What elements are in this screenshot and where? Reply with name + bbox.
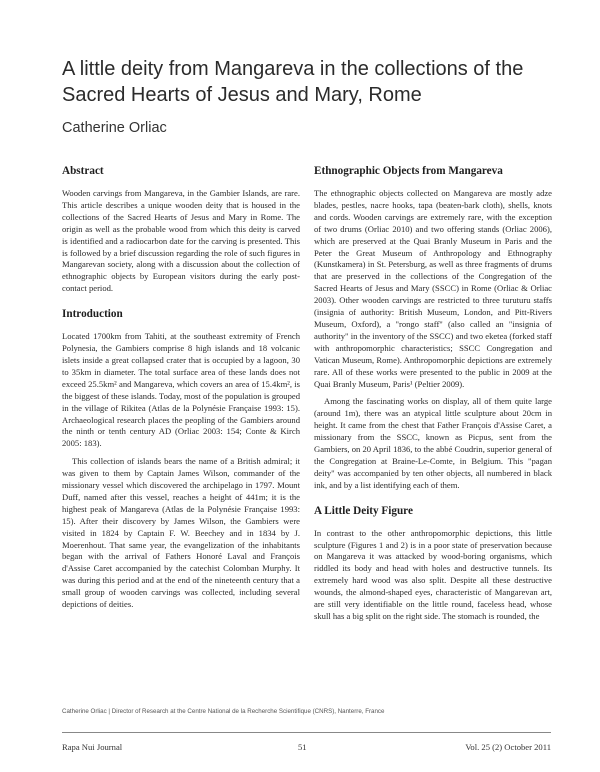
deity-paragraph-1: In contrast to the other anthropomorphic depictions, this little sculpture (Figures 1 and 2) is in a poor state of preservation because on Mangareva it was attacked by wood-boring organisms, which riddled its body and head with holes and destructive tunnels. Its extremely hard wood was also split. Despite all these destructive wounds, the almond-shaped eyes, characteristic of Mangarevan art, are still very identifiable on the little round, faceless head, whose skull has a big split on the right side. The stomach is rounded, the	[314, 527, 552, 621]
introduction-paragraph-1: Located 1700km from Tahiti, at the southeast extremity of French Polynesia, the Gambiers comprise 8 high islands and 18 volcanic islets inside a great collapsed crater that is occupied by a lagoon, 30 to 35km in diameter. The total surface area of these lands does not exceed 25.5km² and Mangareva, which covers an area of 15.4km², is the biggest of these islands. Today, most of the population is grouped in the village of Rikitea (Atlas de la Polynésie Française 1993: 15). Archaeological research places the peopling of the Gambiers around the ninth or tenth century AD (Orliac 2003: 154; Conte & Kirch 2005: 183).	[62, 331, 300, 449]
author-affiliation: Catherine Orliac | Director of Research at the Centre National de la Recherche Scientifique (CNRS), Nanterre, France	[62, 708, 385, 715]
right-column	[314, 164, 552, 623]
introduction-heading: Introduction	[62, 308, 123, 321]
ethnographic-paragraph-2: Among the fascinating works on display, all of them quite large (around 1m), there was an atypical little sculpture about 20cm in height. It came from the chest that Father François d'Assise Caret, a missionary from the SSCC, known as Picpus, sent from the Gambiers, on 20 April 1836, to the abbé Coudrin, superior general of the Congregation at Braine-Le-Comte, in Belgium. This "pagan deity" was accompanied by ten other objects, all numbered in black ink, and by a list identifying each of them.	[314, 396, 552, 490]
footer-journal: Rapa Nui Journal	[62, 742, 123, 752]
author-name: Catherine Orliac	[62, 120, 167, 136]
footer-volume: Vol. 25 (2) October 2011	[465, 742, 551, 752]
footer-divider	[62, 732, 551, 733]
left-column	[62, 164, 300, 611]
article-title: A little deity from Mangareva in the collections of the Sacred Hearts of Jesus and Mary, Rome	[62, 58, 524, 106]
ethnographic-heading: Ethnographic Objects from Mangareva	[314, 165, 503, 177]
introduction-paragraph-2: This collection of islands bears the name of a British admiral; it was given to them by Captain James Wilson, commander of the missionary vessel which discovered the archipelago in 1797. Mount Duff, named after this vessel, reaches a height of 441m; it is the highest peak of Mangareva (Atlas de la Polynésie Française 1993: 15). After their discovery by James Wilson, the Gambiers were visited in 1824 by Captain F. W. Beechey and in 1834 by J. Moerenhout. That same year, the evangelization of the inhabitants began with the arrival of Fathers Honoré Laval and François d'Assise Caret accompanied by the catechist Colomban Murphy. It was during this period and at the end of the nineteenth century that a small group of wooden carvings was collected, including several depictions of deities.	[62, 456, 300, 610]
deity-heading: A Little Deity Figure	[314, 504, 413, 517]
footer-page-number: 51	[298, 742, 307, 752]
abstract-heading: Abstract	[62, 165, 104, 177]
abstract-text: Wooden carvings from Mangareva, in the Gambier Islands, are rare. This article describes a unique wooden deity that is housed in the collections of the Sacred Hearts of Jesus and Mary in Rome. The origin as well as the probable wood from which this deity is carved is identified and a radiocarbon date for the carving is presented. This is followed by a brief discussion regarding the role of such figures in Mangarevan society, along with a discussion about the collection of ethnographic objects by European visitors during the early post-contact period.	[62, 188, 300, 294]
ethnographic-paragraph-1: The ethnographic objects collected on Mangareva are mostly adze blades, pestles, nacre hooks, tapa (beaten-bark cloth), shells, knots and cords. Wooden carvings are extremely rare, with the exception of two drums (Orliac 2010) and two offering stands (Orliac 2006), which are preserved at the Quai Branly Museum in Paris and the Peter the Great Museum of Anthropology and Ethnography (Kunstkamera) in St. Petersburg, as well as three fragments of drums that are preserved in the collections of the Congregation of the Sacred Hearts of Jesus and Mary (SSCC) in Rome (Orliac & Orliac 2003). Other wooden carvings are restricted to three turuturu staffs (insignia of authority: British Museum, London, and Pitt-Rivers Museum, Oxford), a "rongo staff" (also called an "insignia of authority" in the inventory of the SSCC) and two eketea (forked staff with anthropomorphic characteristics; SSCC Congregation and Vatican Museum, Rome). Anthropomorphic depictions are extremely rare. All of these works were presented to the public in 2009 at the Quai Branly Museum, Paris¹ (Peltier 2009).	[314, 188, 552, 389]
